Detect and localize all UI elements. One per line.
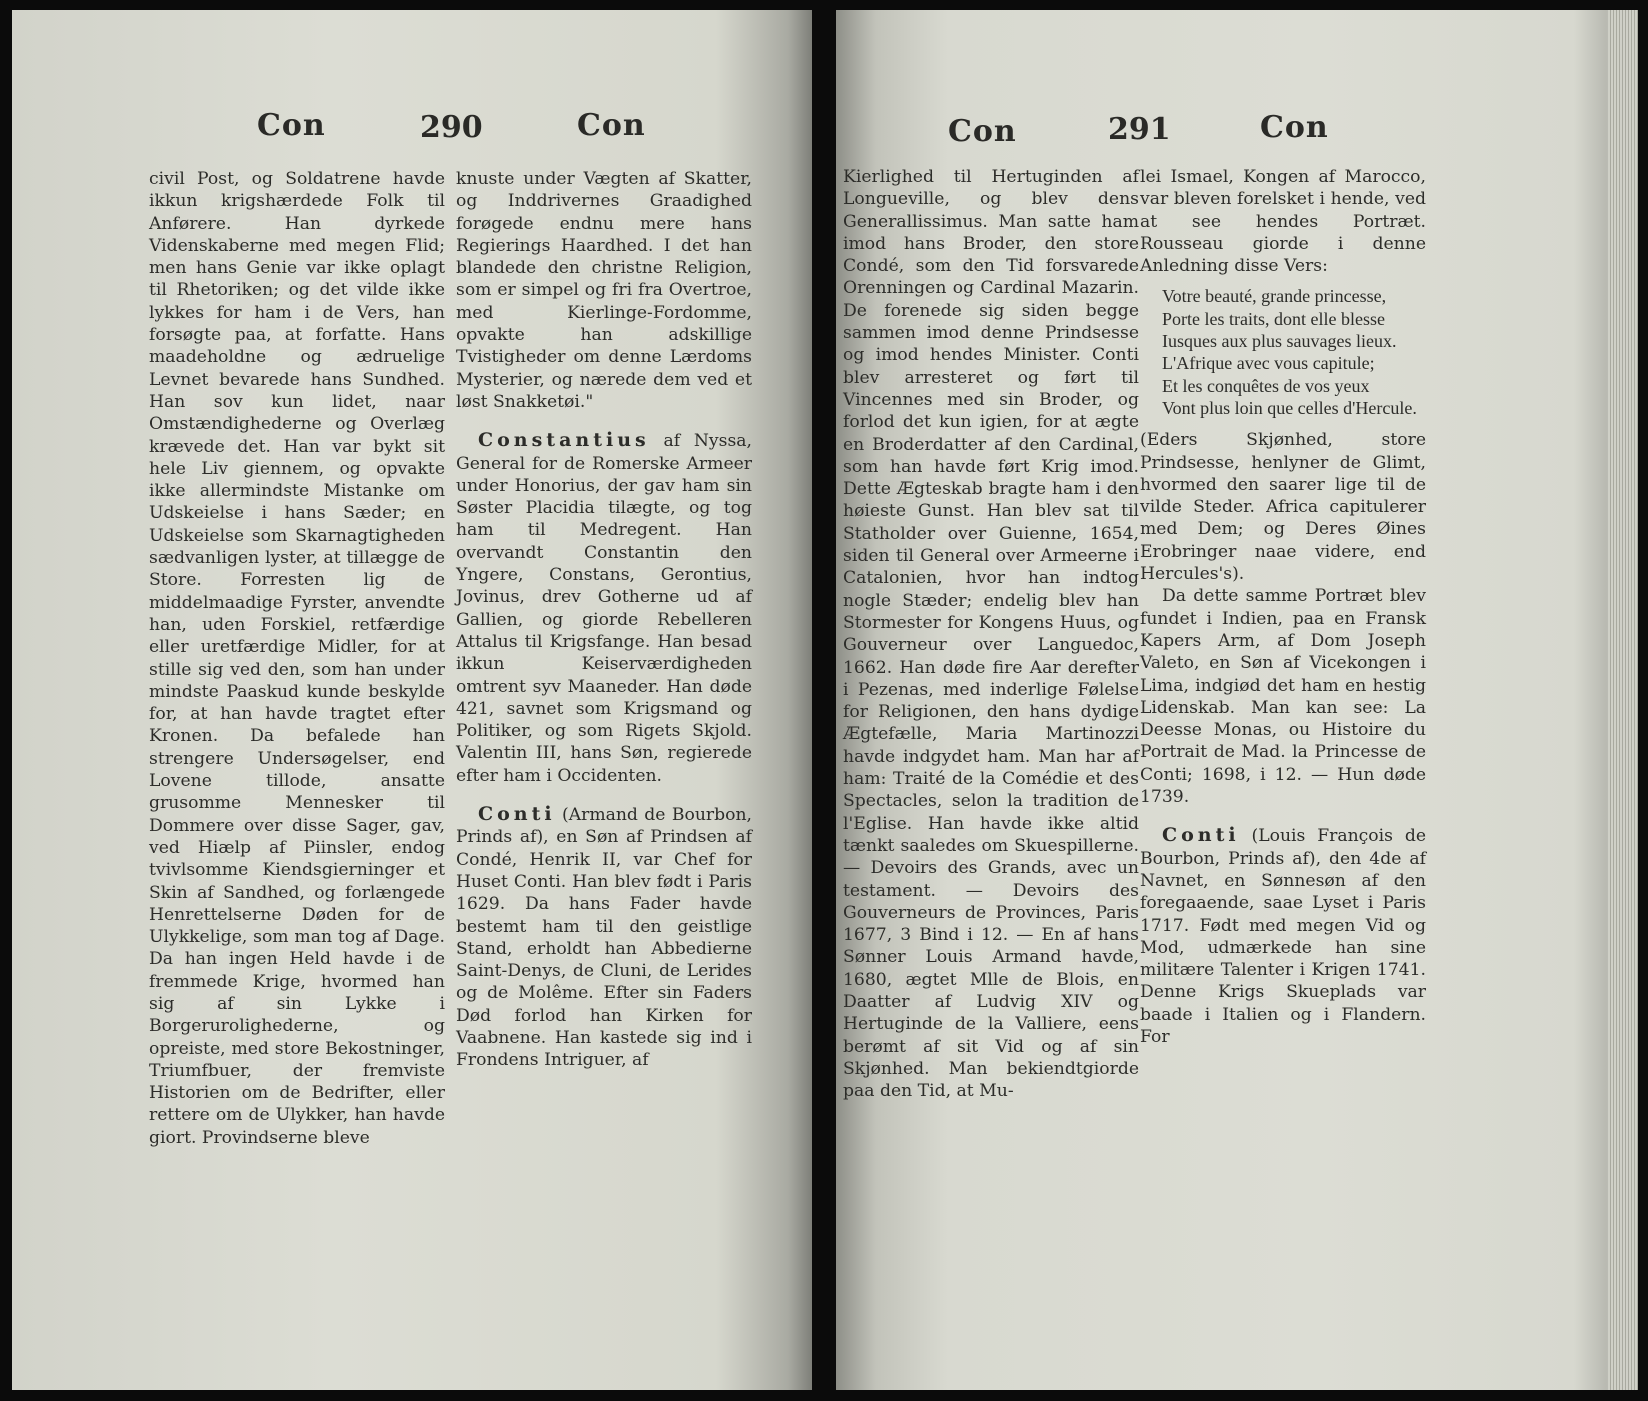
body-text: civil Post, og Soldatrene havde ikkun krigshærdede Folk til Anførere. Han dyrkede Videnskaberne med megen Flid; men hans Genie var ikke oplagt til Rhetoriken; og det vilde ikke lykkes for ham i de Vers, han forsøgte paa, at forfatte. Hans maadeholdne og ædruelige Levnet bevarede hans Sundhed. Han sov kun lidet, naar Omstændighederne og Overlæg krævede det. Han var bykt sit hele Liv giennem, og opvakte ikke allermindste Mistanke om Udskeielse i hans Sæder; en Udskeielse som Skarnagtigheden sædvanligen lyster, at tillægge de Store. Forresten lig de middelmaadige Fyrster, anvendte han, uden Forskiel, retfærdige eller uretfærdige Midler, for at stille sig ved den, som han under mindste Paaskud kunde beskylde for, at han havde tragtet efter Kronen. Da befalede han strengere Undersøgelser, end Lovene tillode, ansatte grusomme Mennesker til Dommere over disse Sager, gav, ved Hiælp af Piinsler, endog tvivlsomme Kiendsgierninger et Skin af Sandhed, og forlængede Henrettelserne Døden for de Ulykkelige, som man tog af Dage. Da han ingen Held havde i de fremmede Krige, hvormed han sig af sin Lykke i Borgerurolighederne, og opreiste, med store Bekostninger, Triumfbuer, der fremviste Historien om de Bedrifter, eller rettere om de Ulykker, han havde giort. Provindserne bleve xyxy=(149,169,445,1148)
page-number: 291 xyxy=(1108,112,1171,147)
body-text: Da dette samme Portræt blev fundet i Indien, paa en Fransk Kapers Arm, af Dom Joseph Valeto, en Søn af Vicekongen i Lima, indgiød det ham en hestig Lidenskab. Man kan see: La Deesse Monas, ou Histoire du Portrait de Mad. la Princesse de Conti; 1698, i 12. — Hun døde 1739. xyxy=(1140,586,1426,808)
left-page xyxy=(12,10,812,1390)
right-page xyxy=(836,10,1638,1390)
entry-keyword: Conti xyxy=(1162,824,1240,847)
body-text: knuste under Vægten af Skatter, og Inddrivernes Graadighed forøgede endnu mere hans Regierings Haardhed. I det han blandede den christne Religion, som er simpel og fri fra Overtroe, med Kierlinge-Fordomme, opvakte han adskillige Tvistigheder om denne Lærdoms Mysterier, og nærede dem ved et løst Snakketøi." xyxy=(456,169,752,412)
entry-conti-armand xyxy=(456,803,752,1072)
header-word-right: Con xyxy=(1260,110,1329,145)
left-header xyxy=(12,10,812,145)
header-word-right: Con xyxy=(577,108,646,143)
entry-constantius xyxy=(456,429,752,787)
page-number: 290 xyxy=(420,110,483,145)
page-edge xyxy=(1608,10,1638,1390)
entry-keyword: Conti xyxy=(478,803,556,826)
left-column-2 xyxy=(456,168,752,1072)
body-text: (Eders Skjønhed, store Prindsesse, henlyner de Glimt, hvormed den saarer lige til de vilde Steder. Africa capitulerer med Dem; og Deres Øines Erobringer naae videre, end Hercules's). xyxy=(1140,430,1426,585)
poem-line: Et les conquêtes de vos yeux xyxy=(1162,375,1370,396)
entry-keyword: Constantius xyxy=(478,429,650,452)
poem-line: Votre beauté, grande princesse, xyxy=(1162,286,1387,307)
header-word-left: Con xyxy=(257,108,326,143)
right-header xyxy=(836,10,1638,149)
right-column-2 xyxy=(1140,166,1426,1048)
entry-text: (Armand de Bourbon, Prinds af), en Søn af Prindsen af Condé, Henrik II, var Chef for Huset Conti. Han blev født i Paris 1629. Da hans Fader havde bestemt ham til den geistlige Stand, erholdt han Abbedierne Saint-Denys, de Cluni, de Lerides og de Molême. Efter sin Faders Død forlod han Kirken for Vaabnene. Han kastede sig ind i Frondens Intriguer, af xyxy=(456,805,752,1071)
entry-text: af Nyssa, General for de Romerske Armeer under Honorius, der gav ham sin Søster Placidia tilægte, og tog ham til Medregent. Han overvandt Constantin den Yngere, Constans, Gerontius, Jovinus, drev Gotherne ud af Gallien, og giorde Rebelleren Attalus til Krigsfange. Han besad ikkun Keiserværdigheden omtrent syv Maaneder. Han døde 421, savnet som Krigsmand og Politiker, og som Rigets Skjold. Valentin III, hans Søn, regierede efter ham i Occidenten. xyxy=(456,431,752,786)
poem-line: Vont plus loin que celles d'Hercule. xyxy=(1162,397,1417,418)
poem xyxy=(1140,285,1426,419)
body-text: Kierlighed til Hertuginden af Longueville, og blev dens Generallissimus. Man satte ham imod hans Broder, den store Condé, som den Tid forsvarede Orenningen og Cardinal Mazarin. De forenede sig siden begge sammen imod denne Prindsesse og imod hendes Minister. Conti blev arresteret og ført til Vincennes med sin Broder, og forlod det kun igien, for at ægte en Broderdatter af den Cardinal, som han havde ført Krig imod. Dette Ægteskab bragte ham i den høieste Gunst. Han blev sat til Statholder over Guienne, 1654, siden til General over Armeerne i Catalonien, hvor han indtog nogle Stæder; endelig blev han Stormester for Kongens Huus, og Gouverneur over Languedoc, 1662. Han døde fire Aar derefter i Pezenas, med inderlige Følelse for Religionen, den hans dydige Ægtefælle, Maria Martinozzi havde indgydet ham. Man har af ham: Traité de la Comédie et des Spectacles, selon la tradition de l'Eglise. Han havde ikke altid tænkt saaledes om Skuespillerne. — Devoirs des Grands, avec un testament. — Devoirs des Gouverneurs de Provinces, Paris 1677, 3 Bind i 12. — En af hans Sønner Louis Armand havde, 1680, ægtet Mlle de Blois, en Daatter af Ludvig XIV og Hertuginde de la Valliere, eens berømt af sit Vid og af sin Skjønhed. Man bekiendtgiorde paa den Tid, at Mu- xyxy=(843,167,1139,1102)
header-word-left: Con xyxy=(948,114,1017,149)
poem-line: L'Afrique avec vous capitule; xyxy=(1162,353,1375,374)
entry-conti-louis xyxy=(1140,824,1426,1048)
poem-line: Iusques aux plus sauvages lieux. xyxy=(1162,331,1397,352)
entry-text: (Louis François de Bourbon, Prinds af), den 4de af Navnet, en Sønnesøn af den foregaaende, saae Lyset i Paris 1717. Født med megen Vid og Mod, udmærkede han sine militære Talenter i Krigen 1741. Denne Krigs Skueplads var baade i Italien og i Flandern. For xyxy=(1140,826,1426,1047)
left-column-1 xyxy=(149,168,445,1149)
right-column-1 xyxy=(843,166,1139,1102)
poem-line: Porte les traits, dont elle blesse xyxy=(1162,308,1385,329)
body-text: lei Ismael, Kongen af Marocco, var bleven forelsket i hende, ved at see hendes Portræt. Rousseau giorde i denne Anledning disse Vers: xyxy=(1140,167,1426,277)
